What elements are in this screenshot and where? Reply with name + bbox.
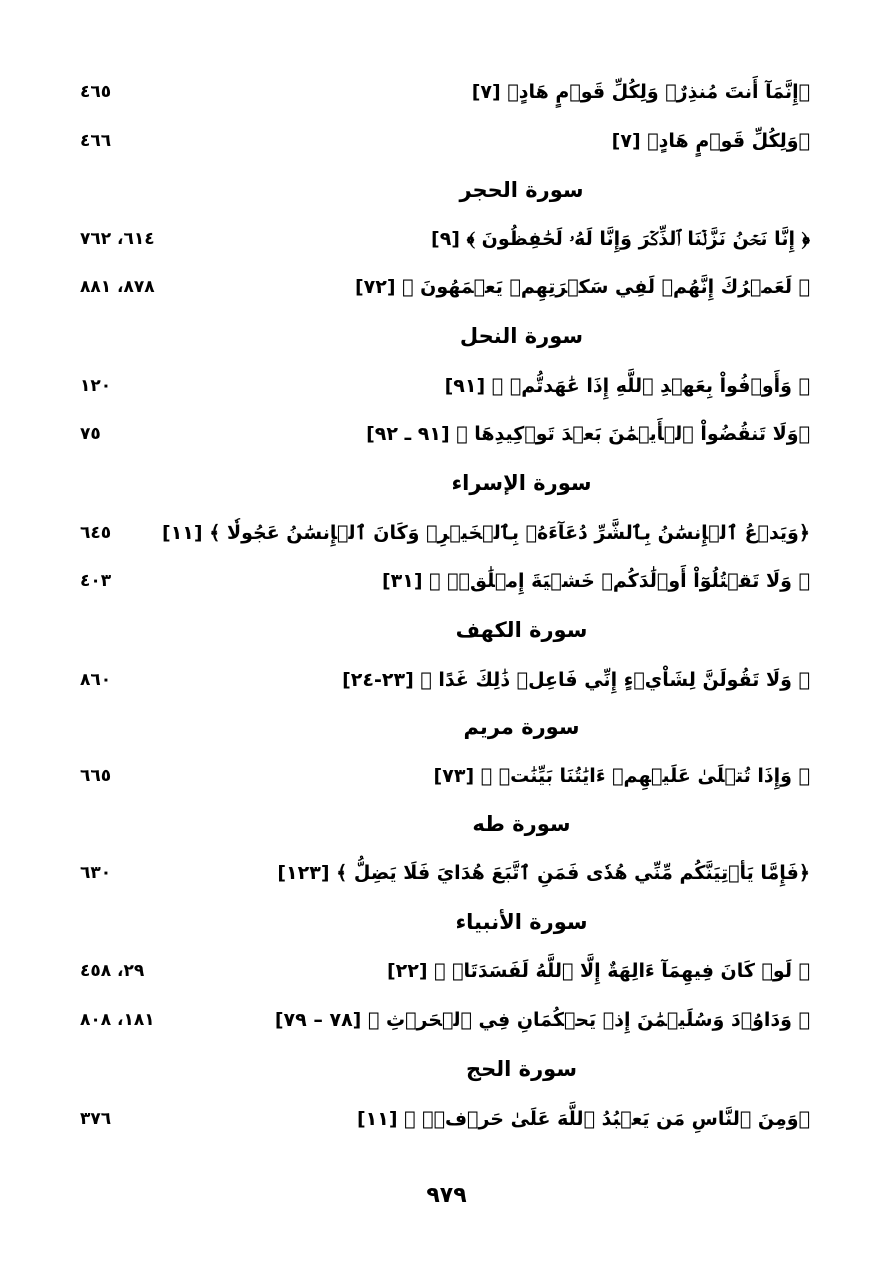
page-references: ٤٦٥ <box>80 82 112 102</box>
verse-text: ﴿ وَلَا تَقُولَنَّ لِشَاْيۡءٍ إِنِّي فَاعِلٞ ذَٰلِكَ غَدًا ﴾ [٢٣-٢٤] <box>342 669 810 691</box>
verse-text: ﴿ وَأَوۡفُواْ بِعَهۡدِ ٱللَّهِ إِذَا عَٰهَدتُّمۡ ﴾ [٩١] <box>444 375 810 397</box>
surah-heading-hajj: سورة الحج <box>466 1057 577 1081</box>
index-entry <box>80 561 810 601</box>
index-entry <box>80 267 810 307</box>
surah-heading-kahf: سورة الكهف <box>455 618 588 642</box>
surah-heading-taha: سورة طه <box>472 812 571 836</box>
page-references: ٦٦٥ <box>80 766 112 786</box>
page-references: ٧٥ <box>80 424 101 444</box>
index-entry <box>80 1000 810 1040</box>
page-references: ٤٠٣ <box>80 571 112 591</box>
verse-text: ﴿وَلِكُلِّ قَوۡمٍ هَادٍ﴾ [٧] <box>611 130 810 152</box>
page-references: ٣٧٦ <box>80 1109 112 1129</box>
page-references: ٦٣٠ <box>80 863 112 883</box>
verse-text: ﴿ وَدَاوُۥدَ وَسُلَيۡمَٰنَ إِذۡ يَحۡكُمَانِ فِي ٱلۡحَرۡثِ ﴾ [٧٨ – ٧٩] <box>274 1009 810 1031</box>
verse-text: ﴿وَيَدۡعُ ٱلۡإِنسَٰنُ بِٱلشَّرِّ دُعَآءَهُۥ بِٱلۡخَيۡرِۖ وَكَانَ ٱلۡإِنسَٰنُ عَجُولٗا ﴾ [١١] <box>162 522 810 544</box>
surah-heading-maryam: سورة مريم <box>463 715 580 739</box>
surah-heading-anbiya: سورة الأنبياء <box>455 910 588 934</box>
verse-text: ﴿إِنَّمَآ أَنتَ مُنذِرٌۖ وَلِكُلِّ قَوۡمٍ هَادٍ﴾ [٧] <box>471 81 810 103</box>
index-entry <box>80 756 810 796</box>
index-entry <box>80 951 810 991</box>
index-entry <box>80 72 810 112</box>
index-entry <box>80 414 810 454</box>
index-entry <box>80 219 810 259</box>
surah-heading-nahl: سورة النحل <box>459 324 584 348</box>
index-entry <box>80 853 810 893</box>
surah-heading-isra: سورة الإسراء <box>451 471 592 495</box>
verse-text: ﴿ لَعَمۡرُكَ إِنَّهُمۡ لَفِي سَكۡرَتِهِمۡ يَعۡمَهُونَ ﴾ [٧٢] <box>354 276 810 298</box>
verse-text: ﴿ وَلَا تَقۡتُلُوٓاْ أَوۡلَٰدَكُمۡ خَشۡيَةَ إِمۡلَٰقٖۖ ﴾ [٣١] <box>381 570 810 592</box>
verse-text: ﴿وَمِنَ ٱلنَّاسِ مَن يَعۡبُدُ ٱللَّهَ عَلَىٰ حَرۡفٖۖ ﴾ [١١] <box>356 1108 810 1130</box>
page-references: ٢٩، ٤٥٨ <box>80 961 145 981</box>
page-references: ٨٧٨، ٨٨١ <box>80 277 155 297</box>
verse-text: ﴿فَإِمَّا يَأۡتِيَنَّكُم مِّنِّي هُدٗى فَمَنِ ٱتَّبَعَ هُدَايَ فَلَا يَضِلُّ ﴾ [١٢٣] <box>277 862 810 884</box>
page-references: ٤٦٦ <box>80 131 112 151</box>
page-references: ٨٦٠ <box>80 670 112 690</box>
index-entry <box>80 366 810 406</box>
index-entry <box>80 660 810 700</box>
index-entry <box>80 1099 810 1139</box>
verse-text: ﴿ وَإِذَا تُتۡلَىٰ عَلَيۡهِمۡ ءَايَٰتُنَا بَيِّنَٰتٖ ﴾ [٧٣] <box>433 765 810 787</box>
verse-text: ﴿وَلَا تَنقُضُواْ ٱلۡأَيۡمَٰنَ بَعۡدَ تَوۡكِيدِهَا ﴾ [٩١ ـ ٩٢] <box>366 423 810 445</box>
index-entry <box>80 121 810 161</box>
page-references: ٦٤٥ <box>80 523 112 543</box>
verse-text: ﴿ إِنَّا نَحۡنُ نَزَّلۡنَا ٱلذِّكۡرَ وَإِنَّا لَهُۥ لَحَٰفِظُونَ ﴾ [٩] <box>431 228 810 250</box>
page-references: ٦١٤، ٧٦٢ <box>80 229 155 249</box>
surah-heading-hijr: سورة الحجر <box>459 178 584 202</box>
index-entry <box>80 513 810 553</box>
page-references: ١٢٠ <box>80 376 112 396</box>
page-references: ١٨١، ٨٠٨ <box>80 1010 155 1030</box>
page-number: ٩٧٩ <box>426 1183 467 1208</box>
verse-text: ﴿ لَوۡ كَانَ فِيهِمَآ ءَالِهَةٌ إِلَّا ٱللَّهُ لَفَسَدَتَاۚ ﴾ [٢٢] <box>386 960 810 982</box>
